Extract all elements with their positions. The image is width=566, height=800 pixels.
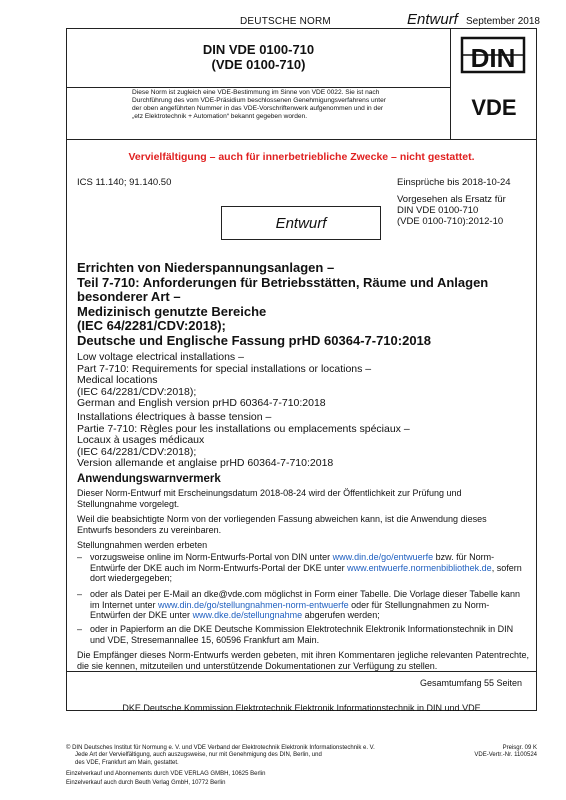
paragraph-line: Entwurfs besonders zu vereinbaren.	[77, 524, 222, 535]
replacement-line: DIN VDE 0100-710	[397, 205, 479, 216]
price-info	[470, 745, 537, 760]
bullet-dash: –	[77, 552, 83, 562]
divider	[67, 87, 450, 88]
intro-line: Diese Norm ist zugleich eine VDE-Bestimmung im Sinne von VDE 0022. Sie ist nach	[132, 89, 380, 96]
paragraph-line: Dieser Norm-Entwurf mit Erscheinungsdatum 2018-08-24 wird der Öffentlichkeit zur Prüfung und	[77, 488, 462, 498]
dke-comments-link[interactable]: www.dke.de/stellungnahme	[192, 610, 303, 621]
price-group: Preisgr. 09 K	[502, 745, 537, 751]
title-line: Installations électriques à basse tension –	[77, 411, 272, 423]
title-line: Partie 7-710: Règles pour les installations ou emplacements spéciaux –	[77, 422, 410, 435]
title-line: Part 7-710: Requirements for special installations or locations –	[77, 362, 372, 375]
dke-drafts-link[interactable]: www.entwuerfe.normenbibliothek.de	[347, 562, 492, 573]
header-status: Entwurf	[407, 11, 458, 28]
bullet-dash: –	[77, 589, 83, 599]
list-item	[77, 589, 529, 621]
total-pages: Gesamtumfang 55 Seiten	[419, 678, 522, 688]
title-line: Deutsche und Englische Fassung prHD 60364-7-710:2018	[77, 332, 432, 348]
dke-line: DKE Deutsche Kommission Elektrotechnik Elektronik Informationstechnik in DIN und VDE	[122, 703, 481, 713]
din-logo	[458, 35, 528, 75]
title-line: besonderer Art –	[77, 289, 181, 304]
draft-stamp: Entwurf	[221, 206, 381, 240]
intro-line: „etz Elektrotechnik + Automation“ bekannt gegeben worden.	[132, 113, 308, 120]
bullet-dash: –	[77, 624, 83, 634]
french-title	[77, 412, 527, 470]
title-line: Teil 7-710: Anforderungen für Betriebsstätten, Räume und Anlagen	[77, 274, 489, 290]
list-text: , sofern dort wiedergegeben;	[90, 562, 522, 584]
vde-logo-text: VDE	[471, 96, 517, 118]
copyright-notice	[66, 745, 426, 767]
sales-info: Einzelverkauf und Abonnements durch VDE VERLAG GMBH, 10625 Berlin	[66, 771, 266, 777]
intro-line: der oben angeführten Nummer in das VDE-Vorschriftenwerk aufgenommen und in der	[132, 105, 384, 112]
warning-heading: Anwendungswarnvermerk	[77, 473, 221, 485]
header-date: September 2018	[466, 16, 540, 27]
title-line: (IEC 64/2281/CDV:2018);	[77, 385, 197, 398]
german-title	[77, 261, 527, 348]
ics-code: ICS 11.140; 91.140.50	[77, 177, 172, 188]
title-line: (IEC 64/2281/CDV:2018);	[77, 445, 197, 458]
list-item	[77, 624, 529, 645]
list-text: oder für Stellungnahmen zu Norm-Entwürfen der DKE unter	[90, 599, 490, 621]
document-alt-number: (VDE 0100-710)	[211, 57, 306, 72]
header-norm-type: DEUTSCHE NORM	[240, 16, 331, 27]
list-text: vorzugsweise online im Norm-Entwurfs-Portal von DIN unter	[90, 552, 333, 562]
din-drafts-link[interactable]: www.din.de/go/entwuerfe	[332, 552, 434, 562]
din-logo-text: DIN	[470, 43, 516, 73]
title-line: Low voltage electrical installations –	[77, 351, 244, 363]
intro-line: Durchführung des vom VDE-Präsidium beschlossenen Genehmigungsverfahrens unter	[132, 97, 386, 104]
english-title	[77, 352, 527, 410]
replacement-line: (VDE 0100-710):2012-10	[397, 216, 504, 227]
list-text: oder als Datei per E-Mail an dke@vde.com möglichst in Form einer Tabelle. Die Vorlage dieser Tabelle kann im Internet unter	[90, 589, 521, 610]
warning-paragraph	[77, 514, 529, 535]
title-line: Errichten von Niederspannungsanlagen –	[77, 260, 335, 275]
footer-line: © DIN Deutsches Institut für Normung e. V. und VDE Verband der Elektrotechnik Elektronik Informationstechnik e. V.	[66, 745, 375, 751]
replacement-line: Vorgesehen als Ersatz für	[397, 194, 506, 205]
list-item	[77, 552, 529, 584]
document-number: DIN VDE 0100-710	[202, 42, 315, 57]
comments-intro: Stellungnahmen werden erbeten	[77, 540, 208, 550]
title-line: Locaux à usages médicaux	[77, 434, 205, 446]
reproduction-notice: Vervielfältigung – auch für innerbetriebliche Zwecke – nicht gestattet.	[128, 151, 475, 163]
paragraph-line: Stellungnahme vorgelegt.	[77, 498, 180, 509]
footer-line: des VDE, Frankfurt am Main, gestattet.	[75, 759, 179, 766]
title-line: Version allemande et anglaise prHD 60364-7-710:2018	[77, 457, 334, 469]
din-comments-link[interactable]: www.din.de/go/stellungnahmen-norm-entwuerfe	[158, 599, 349, 610]
footer-line: Jede Art der Vervielfältigung, auch auszugsweise, nur mit Genehmigung des DIN, Berlin, und	[75, 752, 322, 759]
vde-logo	[458, 96, 530, 118]
objection-deadline: Einsprüche bis 2018-10-24	[397, 177, 511, 188]
paragraph-line: Weil die beabsichtigte Norm von der vorliegenden Fassung abweichen kann, ist die Anwendung dieses	[77, 514, 487, 524]
divider	[67, 139, 536, 140]
vde-order-number: VDE-Vertr.-Nr. 1100524	[474, 752, 537, 759]
list-text: oder in Papierform an die DKE Deutsche Kommission Elektrotechnik Elektronik Informationstechnik in DIN und VDE, Stresemannallee 15, 60596 Frankfurt am Main.	[90, 624, 514, 645]
warning-paragraph	[77, 488, 529, 509]
recipients-note: Die Empfänger dieses Norm-Entwurfs werden gebeten, mit ihren Kommentaren jegliche relevanten Patentrechte, die sie kennen, mitzuteilen und unterstützende Dokumentationen zur Verfügung zu stellen.	[77, 650, 529, 671]
title-line: German and English version prHD 60364-7-710:2018	[77, 397, 326, 409]
title-line: Medical locations	[77, 374, 158, 386]
sales-info: Einzelverkauf auch durch Beuth Verlag GmbH, 10772 Berlin	[66, 780, 226, 786]
title-line: Medizinisch genutzte Bereiche	[77, 303, 267, 319]
intro-text	[132, 89, 447, 121]
replacement-info	[397, 194, 506, 227]
title-line: (IEC 64/2281/CDV:2018);	[77, 318, 226, 333]
list-text: bzw. für Norm-Entwürfe der DKE auch im Norm-Entwurfs-Portal der DKE unter	[90, 552, 495, 573]
document-title	[66, 42, 451, 72]
list-text: abgerufen werden;	[302, 610, 380, 621]
